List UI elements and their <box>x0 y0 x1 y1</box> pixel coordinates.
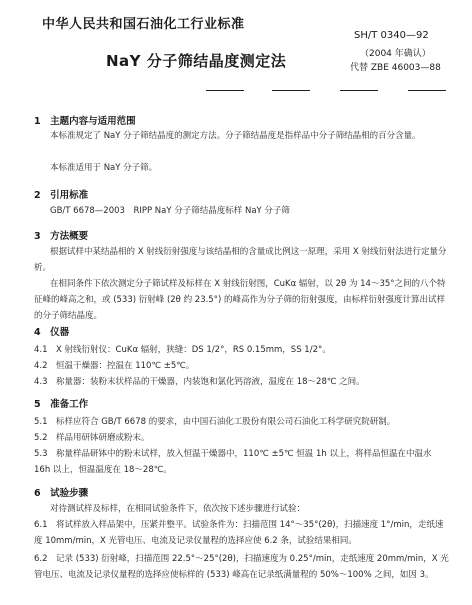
section-5-item-1: 5.1 标样应符合 GB/T 6678 的要求，由中国石油化工股份有限公司石油化工科学研究院研制。 <box>34 417 396 427</box>
replaces-note: 代替 ZBE 46003—88 <box>350 63 441 73</box>
document-title: NaY 分子筛结晶度测定法 <box>106 52 287 70</box>
standard-number: SH/T 0340—92 <box>354 30 429 41</box>
section-2-para-1: GB/T 6678—2003 RIPP NaY 分子筛结晶度标样 NaY 分子筛 <box>50 206 290 216</box>
section-5-item-2: 5.2 样品用研钵研磨成粉末。 <box>34 433 150 443</box>
section-5-item-3: 5.3 称量样品研钵中的粉末试样，放入恒温干燥器中，110℃ ±5℃ 恒温 1h 以上，将样品恒温在中温水 16h 以上，恒温温度在 18～28℃。 <box>34 449 432 475</box>
section-1-para-2: 本标准适用于 NaY 分子筛。 <box>50 163 158 173</box>
section-1-para-1: 本标准规定了 NaY 分子筛结晶度的测定方法。分子筛结晶度是指样品中分子筛结晶相的百分含量。 <box>50 131 421 141</box>
section-3-para-2: 在相同条件下依次测定分子筛试样及标样在 X 射线衍射图，CuKα 辐射，以 2θ 为 14～35°之间的八个特征峰的峰高之和，或 (533) 衍射峰 (2θ 约 23.5°) 的峰高作为分子筛的衍射强度，由标样衍射强度计算出试样的分子筛结晶度。 <box>34 279 446 321</box>
section-heading-3: 3 方法概要 <box>34 231 89 242</box>
header-rule <box>272 90 310 91</box>
section-6-item-1: 6.1 将试样放入样品架中，压紧并整平。试验条件为：扫描范围 14°～35°(2θ)，扫描速度 1°/min，走纸速度 10mm/min，X 光管电压、电流及记录仪量程的选择应使 6.2 条，试验结果相同。 <box>34 520 444 546</box>
section-3-para-1: 根据试样中某结晶相的 X 射线衍射强度与该结晶相的含量成比例这一原理，采用 X 射线衍射法进行定量分析。 <box>34 247 447 273</box>
section-heading-4: 4 仪器 <box>34 327 70 338</box>
section-heading-2: 2 引用标准 <box>34 190 89 201</box>
section-4-item-3: 4.3 称量器：装粉末状样品的干燥器，内装饱和氯化钙溶液，温度在 18～28℃ 之间。 <box>34 377 365 387</box>
section-heading-1: 1 主题内容与适用范围 <box>34 116 136 127</box>
header-rule <box>340 90 378 91</box>
header-rules <box>0 90 472 92</box>
header-rule <box>408 90 446 91</box>
section-heading-5: 5 准备工作 <box>34 399 89 410</box>
section-6-intro: 对待测试样及标样，在相同试验条件下，依次按下述步骤进行试验： <box>50 504 306 514</box>
confirmation-note: （2004 年确认） <box>360 49 431 59</box>
section-4-item-2: 4.2 恒温干燥器：控温在 110℃ ±5℃。 <box>34 361 195 371</box>
header-rule <box>206 90 244 91</box>
section-6-item-2: 6.2 记录 (533) 衍射峰，扫描范围 22.5°～25°(2θ)，扫描速度为 0.25°/min，走纸速度 20mm/min，X 光管电压、电流及记录仪量程的选择应使标样的 (533) 峰高在记录纸满量程的 50%～100% 之间，如因 3。 <box>34 554 449 580</box>
section-4-item-1: 4.1 X 射线衍射仪：CuKα 辐射，狭缝：DS 1/2°，RS 0.15mm，SS 1/2°。 <box>34 345 331 355</box>
issuing-organization: 中华人民共和国石油化工行业标准 <box>42 17 245 32</box>
section-heading-6: 6 试验步骤 <box>34 488 89 499</box>
